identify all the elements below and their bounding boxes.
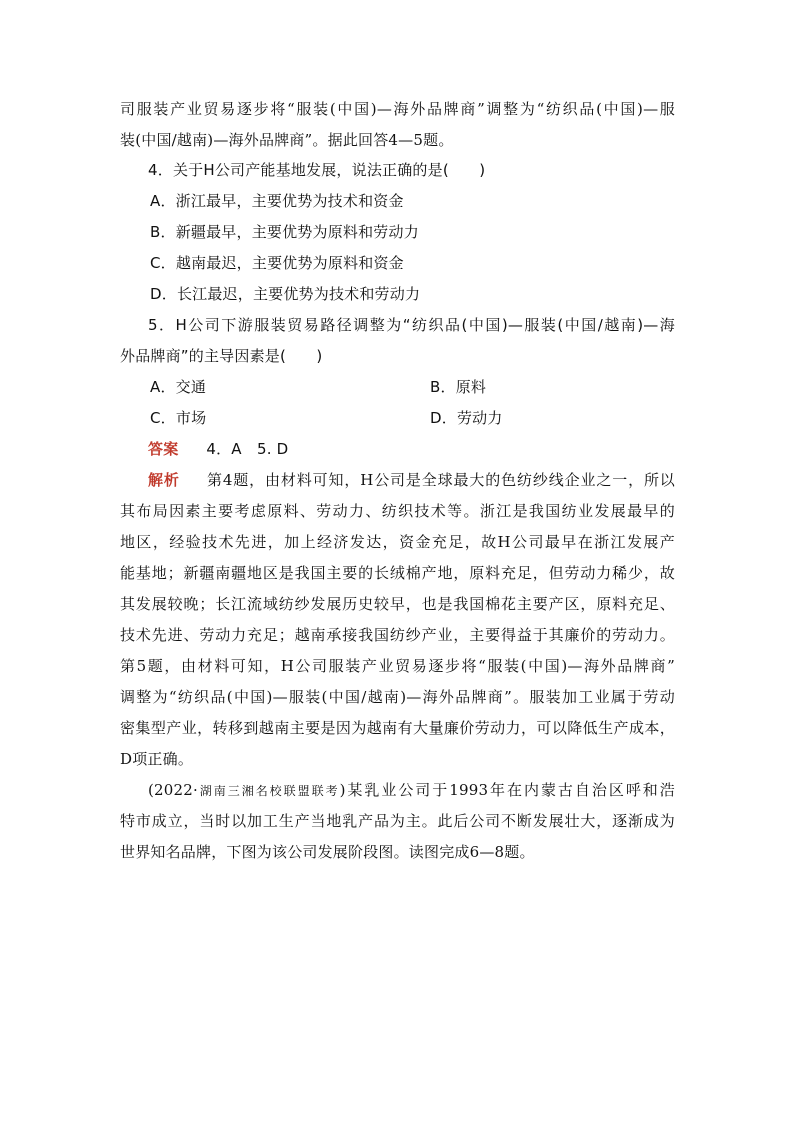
analysis-label: 解析 bbox=[148, 471, 180, 489]
next-intro-line-1-text: )某乳业公司于1993年在内蒙古自治区呼和浩 bbox=[339, 781, 675, 799]
question-5-stem-line-2: 外品牌商”的主导因素是( ) bbox=[120, 347, 323, 365]
next-intro-line-3: 世界知名品牌，下图为该公司发展阶段图。读图完成6—8题。 bbox=[120, 843, 535, 861]
answer-label: 答案 bbox=[148, 440, 179, 458]
analysis-line-4: 能基地；新疆南疆地区是我国主要的长绒棉产地，原料充足，但劳动力稀少，故 bbox=[120, 564, 675, 582]
question-5-option-a: A．交通 bbox=[150, 378, 207, 396]
analysis-line-2: 其布局因素主要考虑原料、劳动力、纺织技术等。浙江是我国纺业发展最早的 bbox=[120, 502, 675, 520]
question-4-stem: 4．关于H公司产能基地发展，说法正确的是( ) bbox=[148, 161, 486, 179]
analysis-line-8: 调整为“纺织品(中国)—服装(中国/越南)—海外品牌商”。服装加工业属于劳动 bbox=[120, 688, 675, 706]
analysis-line-9: 密集型产业，转移到越南主要是因为越南有大量廉价劳动力，可以降低生产成本， bbox=[120, 719, 675, 737]
question-5-stem-line-1: 5．H公司下游服装贸易路径调整为“纺织品(中国)—服装(中国/越南)—海 bbox=[148, 316, 675, 334]
question-4-option-a: A．浙江最早，主要优势为技术和资金 bbox=[150, 192, 404, 210]
analysis-line-6: 技术先进、劳动力充足；越南承接我国纺纱产业，主要得益于其廉价的劳动力。 bbox=[120, 626, 675, 644]
question-5-option-c: C．市场 bbox=[150, 409, 207, 427]
analysis-line-3: 地区，经验技术先进，加上经济发达，资金充足，故H公司最早在浙江发展产 bbox=[120, 533, 675, 551]
answer-value: 4．A 5. D bbox=[206, 440, 289, 458]
next-intro-source: 湖南三湘名校联盟联考 bbox=[198, 784, 340, 798]
answer-line bbox=[148, 439, 288, 459]
analysis-line-1-text: 第4题，由材料可知，H公司是全球最大的色纺纱线企业之一，所以 bbox=[207, 471, 676, 489]
analysis-line-5: 其发展较晚；长江流域纺纱发展历史较早，也是我国棉花主要产区，原料充足、 bbox=[120, 595, 675, 613]
analysis-line-7: 第5题，由材料可知，H公司服装产业贸易逐步将“服装(中国)—海外品牌商” bbox=[120, 657, 675, 675]
next-intro-line-2: 特市成立，当时以加工生产当地乳产品为主。此后公司不断发展壮大，逐渐成为 bbox=[120, 812, 675, 830]
question-5-option-b: B．原料 bbox=[430, 378, 487, 396]
question-4-option-b: B．新疆最早，主要优势为原料和劳动力 bbox=[150, 223, 419, 241]
analysis-line-10: D项正确。 bbox=[120, 750, 194, 768]
intro-line-1: 司服装产业贸易逐步将“服装(中国)—海外品牌商”调整为“纺织品(中国)—服 bbox=[120, 100, 675, 118]
question-4-option-d: D．长江最迟，主要优势为技术和劳动力 bbox=[150, 285, 421, 303]
question-4-option-c: C．越南最迟，主要优势为原料和资金 bbox=[150, 254, 404, 272]
intro-line-2: 装(中国/越南)—海外品牌商”。据此回答4—5题。 bbox=[120, 131, 454, 149]
analysis-line-1 bbox=[148, 470, 675, 490]
next-intro-line-1 bbox=[148, 780, 675, 801]
next-intro-year: (2022· bbox=[148, 781, 198, 799]
question-5-option-d: D．劳动力 bbox=[430, 409, 503, 427]
